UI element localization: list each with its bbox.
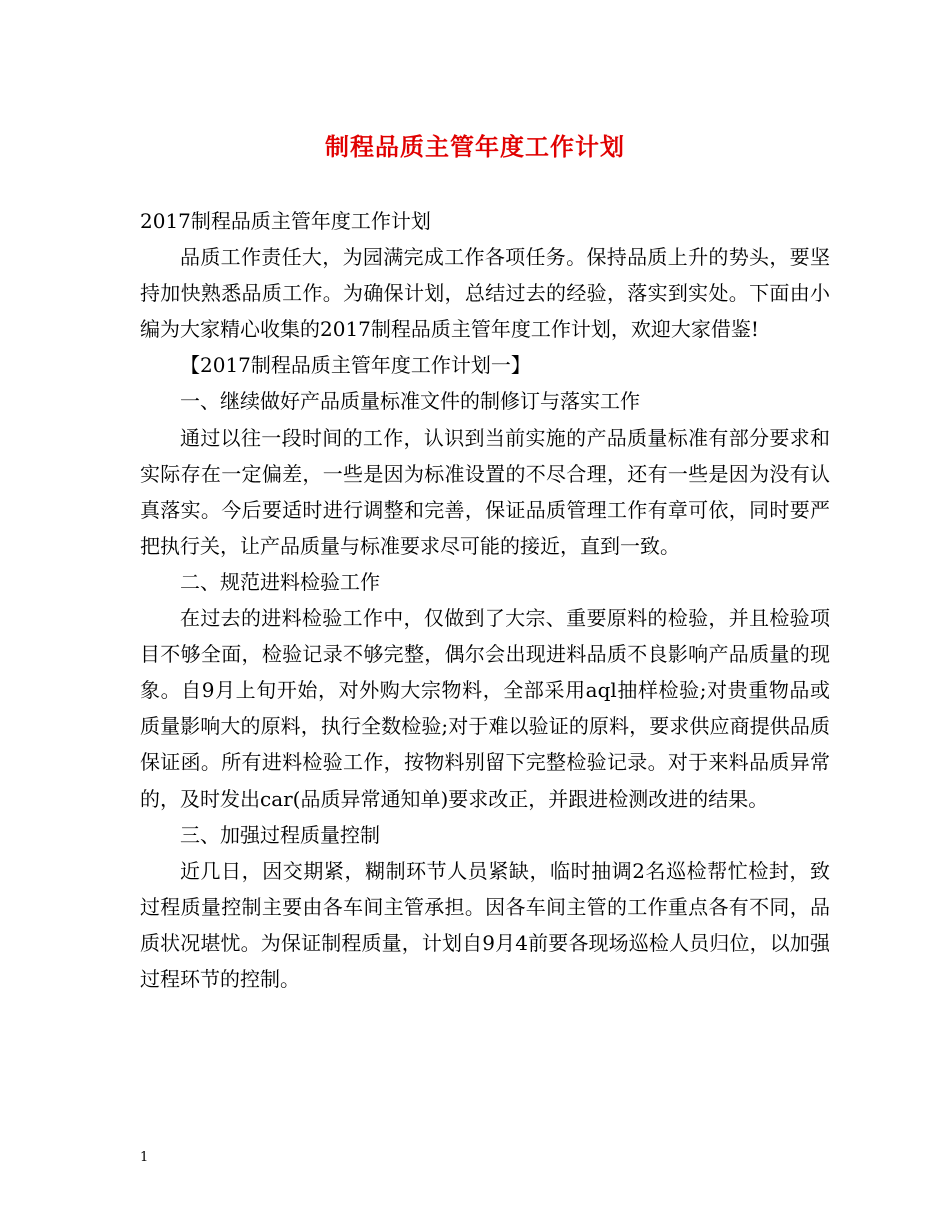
intro-paragraph: 品质工作责任大，为园满完成工作各项任务。保持品质上升的势头，要坚持加快熟悉品质工作。为确保计划，总结过去的经验，落实到实处。下面由小编为大家精心收集的2017制程品质主管年度工作计划，欢迎大家借鉴! [140, 245, 830, 342]
section-paragraph-1: 通过以往一段时间的工作，认识到当前实施的产品质量标准有部分要求和实际存在一定偏差，一些是因为标准设置的不尽合理，还有一些是因为没有认真落实。今后要适时进行调整和完善，保证品质管理工作有章可依，同时要严把执行关，让产品质量与标准要求尽可能的接近，直到一致。 [140, 425, 830, 558]
document-body [140, 203, 830, 997]
document-title: 制程品质主管年度工作计划 [325, 132, 625, 161]
page-number: 1 [140, 1150, 149, 1165]
plan-heading: 【2017制程品质主管年度工作计划一】 [180, 353, 531, 378]
section-heading-1: 一、继续做好产品质量标准文件的制修订与落实工作 [180, 389, 640, 414]
subtitle-paragraph: 2017制程品质主管年度工作计划 [140, 209, 431, 233]
section-paragraph-2: 在过去的进料检验工作中，仅做到了大宗、重要原料的检验，并且检验项目不够全面，检验记录不够完整，偶尔会出现进料品质不良影响产品质量的现象。自9月上旬开始，对外购大宗物料，全部采用aql抽样检验;对贵重物品或质量影响大的原料，执行全数检验;对于难以验证的原料，要求供应商提供品质保证函。所有进料检验工作，按物料别留下完整检验记录。对于来料品质异常的，及时发出car(品质异常通知单)要求改正，并跟进检测改进的结果。 [140, 606, 830, 811]
section-paragraph-3: 近几日，因交期紧，糊制环节人员紧缺，临时抽调2名巡检帮忙检封，致过程质量控制主要由各车间主管承担。因各车间主管的工作重点各有不同，品质状况堪忧。为保证制程质量，计划自9月4前要各现场巡检人员归位，以加强过程环节的控制。 [140, 858, 830, 991]
section-heading-2: 二、规范进料检验工作 [180, 569, 380, 594]
section-heading-3: 三、加强过程质量控制 [180, 822, 380, 847]
